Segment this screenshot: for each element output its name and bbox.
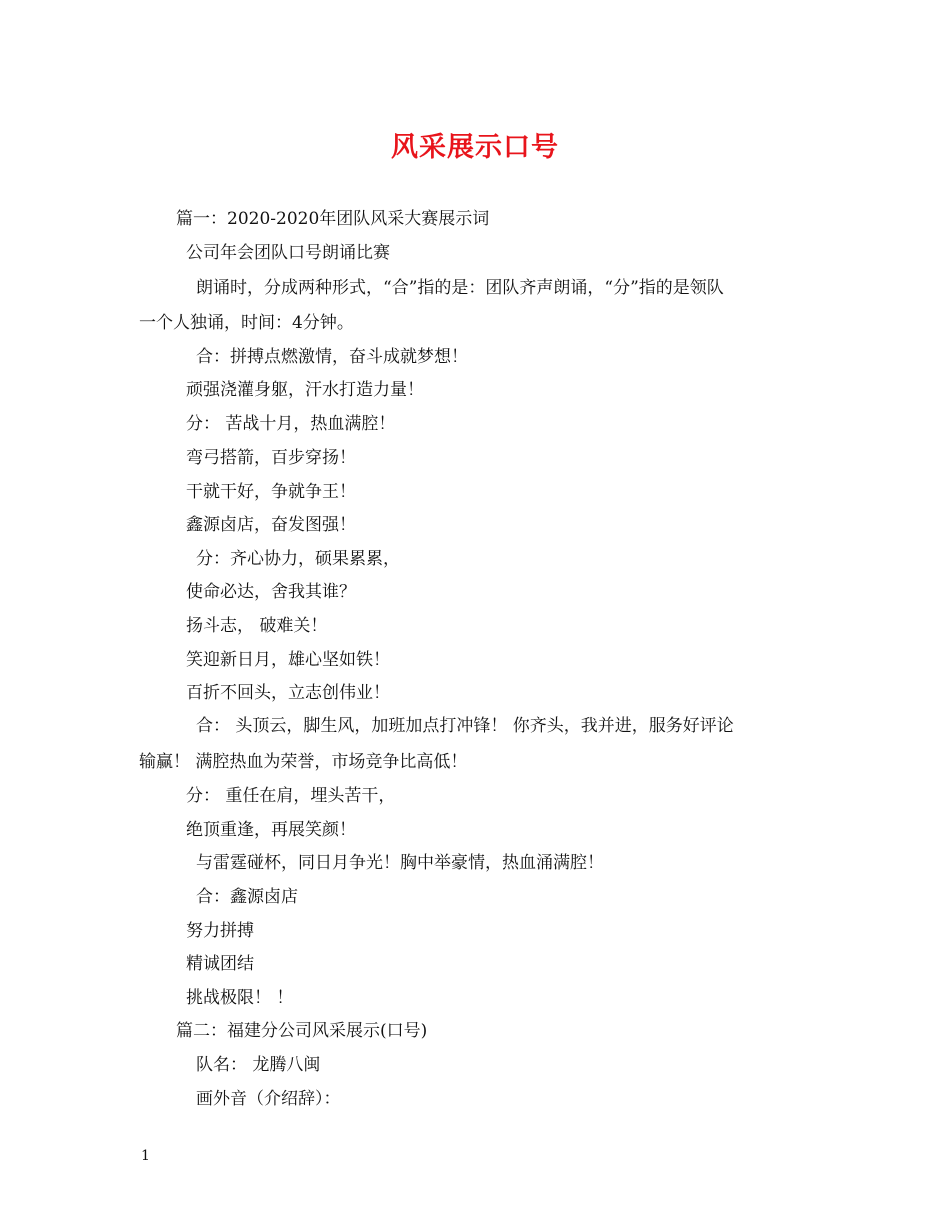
text-line: 篇二：福建分公司风采展示(口号) (176, 1021, 428, 1041)
text-line: 弯弓搭箭，百步穿扬！ (186, 448, 356, 468)
text-line: 合： 头顶云，脚生风，加班加点打冲锋！ 你齐头，我并进，服务好评论 (196, 716, 734, 736)
text-line: 使命必达，舍我其谁？ (186, 582, 356, 602)
text-line: 分： 重任在肩，埋头苦干， (186, 786, 396, 806)
text-line: 输赢！ 满腔热血为荣誉，市场竞争比高低！ (139, 752, 468, 772)
text-line: 合：鑫源卤店 (196, 887, 298, 907)
document-title: 风采展示口号 (391, 132, 559, 163)
text-line: 与雷霆碰杯，同日月争光！胸中举豪情，热血涌满腔！ (196, 853, 604, 873)
text-line: 篇一：2020-2020年团队风采大赛展示词 (176, 209, 490, 229)
text-line: 朗诵时，分成两种形式，“合”指的是：团队齐声朗诵，“分”指的是领队 (196, 278, 724, 298)
text-line: 精诚团结 (186, 954, 254, 974)
text-line: 鑫源卤店，奋发图强！ (186, 515, 356, 535)
text-line: 分：齐心协力，硕果累累， (196, 549, 400, 569)
text-line: 一个人独诵，时间：4分钟。 (139, 313, 354, 333)
text-line: 合：拼搏点燃激情，奋斗成就梦想！ (196, 347, 468, 367)
text-line: 扬斗志， 破难关！ (186, 616, 328, 636)
page-number: 1 (141, 1148, 150, 1164)
text-line: 公司年会团队口号朗诵比赛 (186, 243, 390, 263)
text-line: 笑迎新日月，雄心坚如铁！ (186, 650, 390, 670)
text-line: 干就干好，争就争王！ (186, 482, 356, 502)
text-line: 百折不回头，立志创伟业！ (186, 683, 390, 703)
text-line: 挑战极限！ ！ (186, 988, 294, 1008)
text-line: 分： 苦战十月，热血满腔！ (186, 414, 396, 434)
text-line: 努力拼搏 (186, 921, 254, 941)
text-line: 队名： 龙腾八闽 (196, 1055, 321, 1075)
text-line: 画外音（介绍辞）： (196, 1089, 341, 1109)
text-line: 绝顶重逢，再展笑颜！ (186, 820, 356, 840)
text-line: 顽强浇灌身躯，汗水打造力量！ (186, 380, 424, 400)
